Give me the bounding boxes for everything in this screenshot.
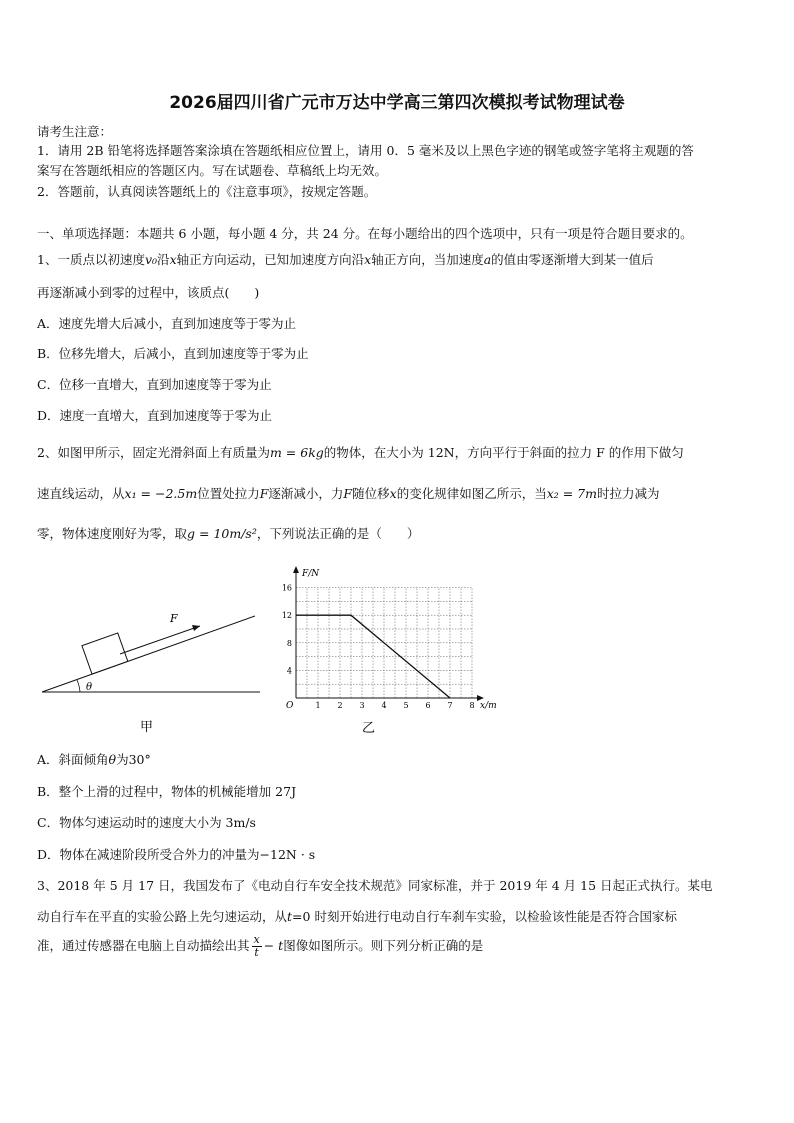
- chart-tick-labels: [282, 584, 475, 710]
- x-tick-label: 2: [337, 701, 343, 710]
- q1-option-c: C．位移一直增大，直到加速度等于零为止: [37, 377, 272, 392]
- y-tick-label: 8: [286, 638, 292, 648]
- angle-arc: [77, 680, 80, 692]
- force-displacement-chart: [280, 562, 510, 740]
- section-heading: 一、单项选择题：本题共 6 小题，每小题 4 分，共 24 分。在每小题给出的四个选项中，只有一项是符合题目要求的。: [37, 226, 693, 241]
- x-tick-label: 6: [425, 701, 431, 710]
- angle-label: θ: [86, 682, 93, 693]
- q2-stem-line-1: 2、如图甲所示，固定光滑斜面上有质量为m = 6kg的物体，在大小为 12N，方向平行于斜面的拉力 F 的作用下做匀: [37, 445, 684, 460]
- q3-stem-line-1: 3、2018 年 5 月 17 日，我国发布了《电动自行车安全技术规范》同家标准，并于 2019 年 4 月 15 日起正式执行。某电: [37, 878, 713, 893]
- chart-axes: [293, 566, 484, 701]
- y-axis-arrow: [293, 566, 299, 573]
- q1-option-a: A．速度先增大后减小，直到加速度等于零为止: [37, 316, 297, 331]
- notice-item-1-line-2: 案写在答题纸相应的答题区内。写在试题卷、草稿纸上均无效。: [37, 163, 388, 178]
- x-tick-label: 7: [447, 701, 453, 710]
- x-tick-label: 5: [403, 701, 409, 710]
- page-title: 2026届四川省广元市万达中学高三第四次模拟考试物理试卷: [169, 93, 625, 113]
- y-tick-label: 16: [281, 583, 292, 593]
- y-axis-label: F/N: [302, 569, 320, 579]
- q3-stem-line-3: 准，通过传感器在电脑上自动描绘出其 $\frac{x}{t}$ − t图像如图所示。则下列分析正确的是: [37, 933, 484, 959]
- q2-option-b: B．整个上滑的过程中，物体的机械能增加 27J: [37, 784, 297, 799]
- x-tick-label: 3: [359, 701, 365, 710]
- incline-surface: [42, 616, 255, 692]
- fraction-x-over-t: $\frac{x}{t}$: [253, 933, 260, 959]
- notice-item-2: 2．答题前，认真阅读答题纸上的《注意事项》，按规定答题。: [37, 184, 377, 199]
- q1-stem-line-2: 再逐渐减小到零的过程中，该质点( ): [37, 285, 260, 300]
- q2-option-c: C．物体匀速运动时的速度大小为 3m/s: [37, 815, 256, 830]
- x-tick-label: 8: [469, 701, 475, 710]
- q1-stem-line-1: 1、一质点以初速度v₀沿x轴正方向运动，已知加速度方向沿x轴正方向，当加速度a的值由零逐渐增大到某一值后: [37, 252, 654, 267]
- force-arrow-head: [192, 625, 200, 631]
- x-tick-label: 4: [381, 701, 387, 710]
- y-tick-label: 4: [286, 666, 292, 676]
- x-axis-label: x/m: [480, 701, 497, 711]
- origin-label: O: [286, 701, 294, 711]
- q2-option-d: D．物体在减速阶段所受合外力的冲量为−12N · s: [37, 847, 316, 862]
- y-tick-label: 12: [281, 611, 292, 621]
- q2-stem-line-2: 速直线运动，从x₁ = −2.5m位置处拉力F逐渐减小，力F随位移x的变化规律如图乙所示，当x₂ = 7m时拉力减为: [37, 486, 660, 501]
- figure-yi-caption: 乙: [362, 721, 376, 736]
- q2-option-a: A．斜面倾角θ为30°: [37, 752, 151, 767]
- q2-stem-line-3: 零，物体速度刚好为零，取g = 10m/s²，下列说法正确的是（ ）: [37, 526, 420, 541]
- notice-heading: 请考生注意：: [37, 124, 113, 139]
- force-label: F: [170, 612, 178, 625]
- notice-item-1-line-1: 1．请用 2B 铅笔将选择题答案涂填在答题纸相应位置上，请用 0．5 毫米及以上黑色字迹的钢笔或签字笔将主观题的答: [37, 143, 694, 158]
- incline-figure: [30, 560, 270, 740]
- q1-option-b: B．位移先增大，后减小，直到加速度等于零为止: [37, 346, 309, 361]
- q3-stem-line-2: 动自行车在平直的实验公路上先匀速运动，从t=0 时刻开始进行电动自行车刹车实验，以检验该性能是否符合国家标: [37, 909, 677, 924]
- x-tick-label: 1: [315, 701, 321, 710]
- q1-option-d: D．速度一直增大，直到加速度等于零为止: [37, 408, 273, 423]
- figure-jia-caption: 甲: [140, 720, 154, 735]
